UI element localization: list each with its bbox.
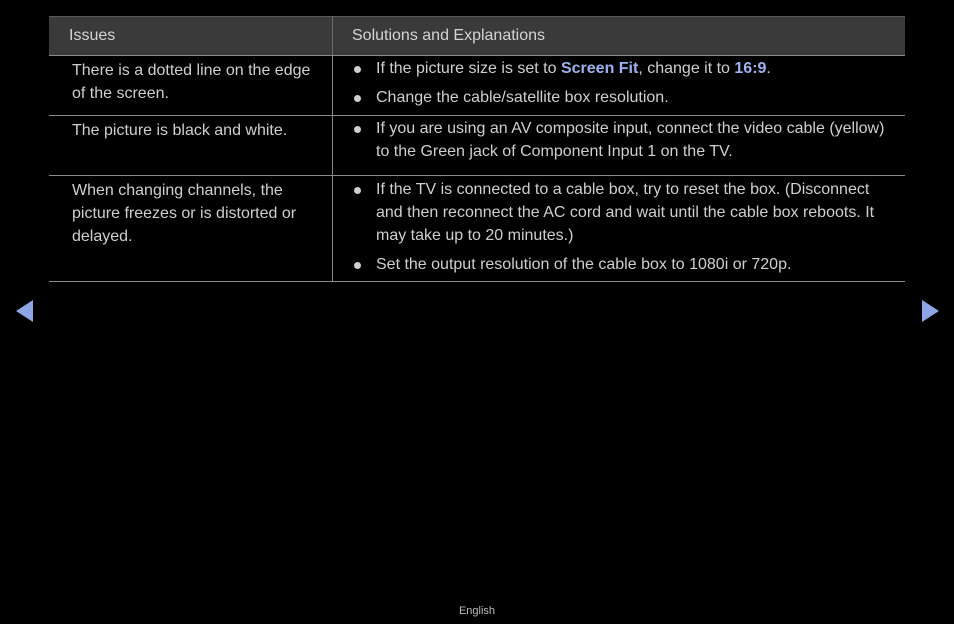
issue-cell: When changing channels, the picture freezes or is distorted or delayed. — [49, 176, 333, 281]
issue-cell: The picture is black and white. — [49, 116, 333, 175]
table-row — [49, 56, 905, 116]
solutions-cell — [333, 176, 905, 281]
solutions-cell — [333, 56, 905, 115]
screen-fit-highlight: Screen Fit — [560, 60, 639, 77]
solution-item: If you are using an AV composite input, connect the video cable (yellow) to the Green jack of Component Input 1 on the TV. — [353, 117, 897, 163]
issue-cell: There is a dotted line on the edge of the screen. — [49, 56, 333, 115]
header-issues: Issues — [49, 17, 333, 55]
previous-page-arrow-icon[interactable] — [16, 300, 33, 322]
solution-text: , change it to — [638, 60, 735, 77]
language-label: English — [458, 605, 496, 617]
table-header — [49, 17, 905, 56]
solutions-cell — [333, 116, 905, 175]
solutions-list — [353, 57, 897, 109]
solutions-list — [353, 178, 897, 276]
solution-text: If the picture size is set to — [376, 60, 561, 77]
solution-item: Set the output resolution of the cable box to 1080i or 720p. — [353, 253, 897, 276]
solution-text: . — [766, 60, 771, 77]
solutions-list — [353, 117, 897, 163]
solution-item — [353, 57, 897, 80]
troubleshooting-table — [49, 16, 905, 282]
table-row — [49, 116, 905, 176]
next-page-arrow-icon[interactable] — [922, 300, 939, 322]
solution-item: Change the cable/satellite box resolution. — [353, 86, 897, 109]
solution-item: If the TV is connected to a cable box, try to reset the box. (Disconnect and then reconnect the AC cord and wait until the cable box reboots. It may take up to 20 minutes.) — [353, 178, 897, 247]
table-row — [49, 176, 905, 282]
aspect-ratio-highlight: 16:9 — [734, 60, 767, 77]
header-solutions: Solutions and Explanations — [352, 27, 546, 44]
